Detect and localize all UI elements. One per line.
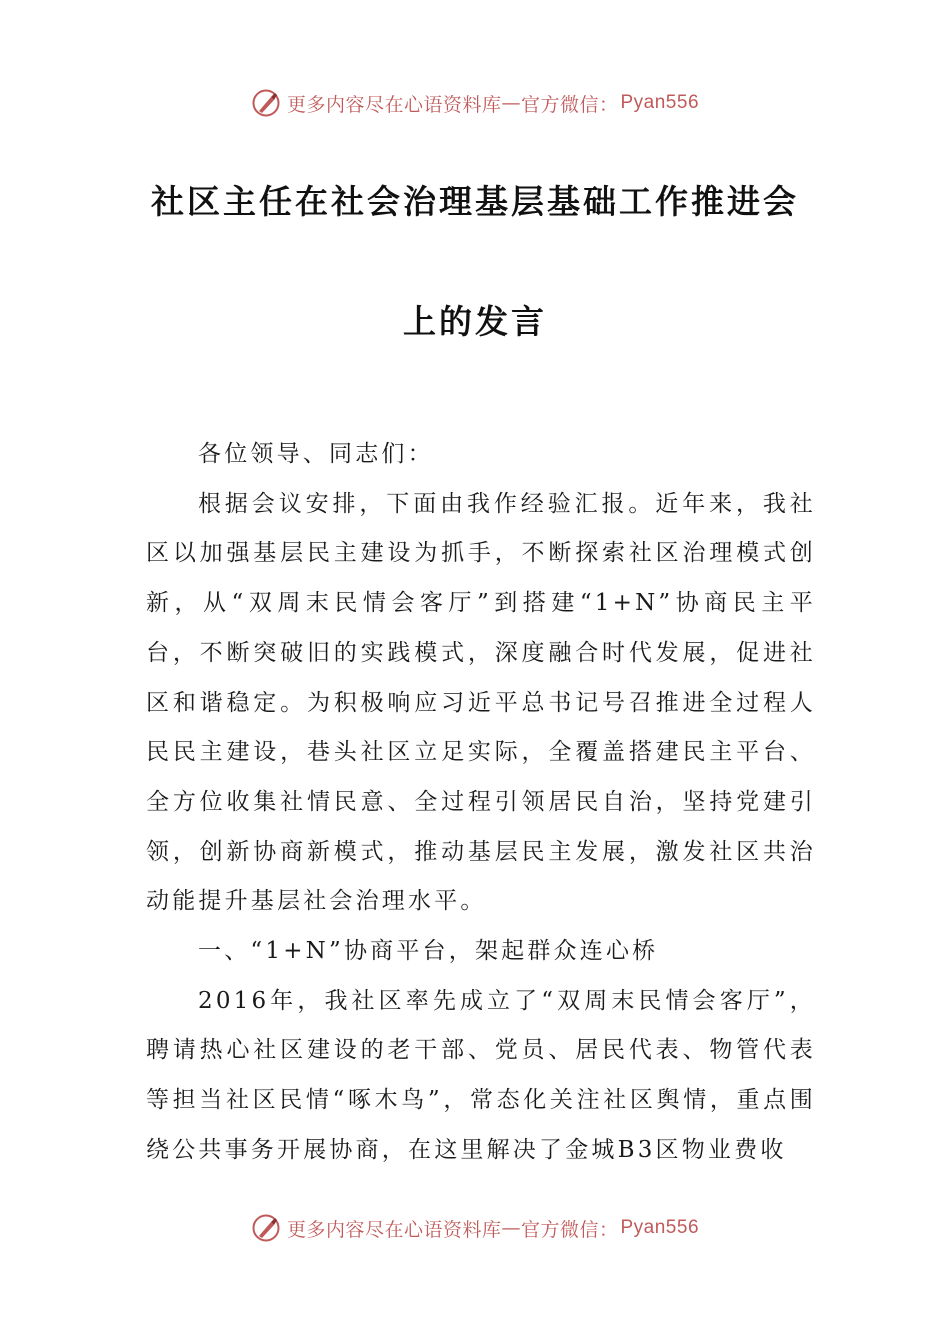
body-paragraph-intro: 根据会议安排，下面由我作经验汇报。近年来，我社区以加强基层民主建设为抓手，不断探索社区治理模式创新，从“双周末民情会客厅”到搭建“1+N”协商民主平台，不断突破旧的实践模式，深度融合时代发展，促进社区和谐稳定。为积极响应习近平总书记号召推进全过程人民民主建设，巷头社区立足实际，全覆盖搭建民主平台、全方位收集社情民意、全过程引领居民自治，坚持党建引领，创新协商新模式，推动基层民主发展，激发社区共治动能提升基层社会治理水平。	[146, 490, 816, 915]
watermark-account: Pyan556	[620, 1217, 700, 1238]
watermark-text: 更多内容尽在心语资料库	[286, 1218, 502, 1241]
watermark-official-label: 官方微信：	[520, 1218, 619, 1241]
quill-pen-logo-icon	[251, 88, 281, 118]
footer-watermark	[0, 1213, 950, 1243]
watermark-dash: —	[501, 1217, 521, 1239]
document-title-line-2: 上的发言	[403, 302, 547, 341]
watermark-dash: —	[501, 92, 521, 114]
salutation: 各位领导、同志们：	[198, 441, 434, 467]
document-body	[146, 430, 816, 1176]
watermark-official-label: 官方微信：	[520, 93, 619, 116]
watermark-account: Pyan556	[620, 92, 700, 113]
document-title-line-1: 社区主任在社会治理基层基础工作推进会	[151, 182, 799, 221]
body-paragraph-2016: 2016年，我社区率先成立了“双周末民情会客厅”，聘请热心社区建设的老干部、党员、居民代表、物管代表等担当社区民情“啄木鸟”，常态化关注社区舆情，重点围绕公共事务开展协商，在这里解决了金城B3区物业费收	[146, 987, 816, 1163]
quill-pen-logo-icon	[251, 1213, 281, 1243]
section-heading: 一、“1+N”协商平台，架起群众连心桥	[198, 938, 659, 965]
header-watermark	[0, 88, 950, 118]
watermark-text: 更多内容尽在心语资料库	[286, 93, 502, 116]
